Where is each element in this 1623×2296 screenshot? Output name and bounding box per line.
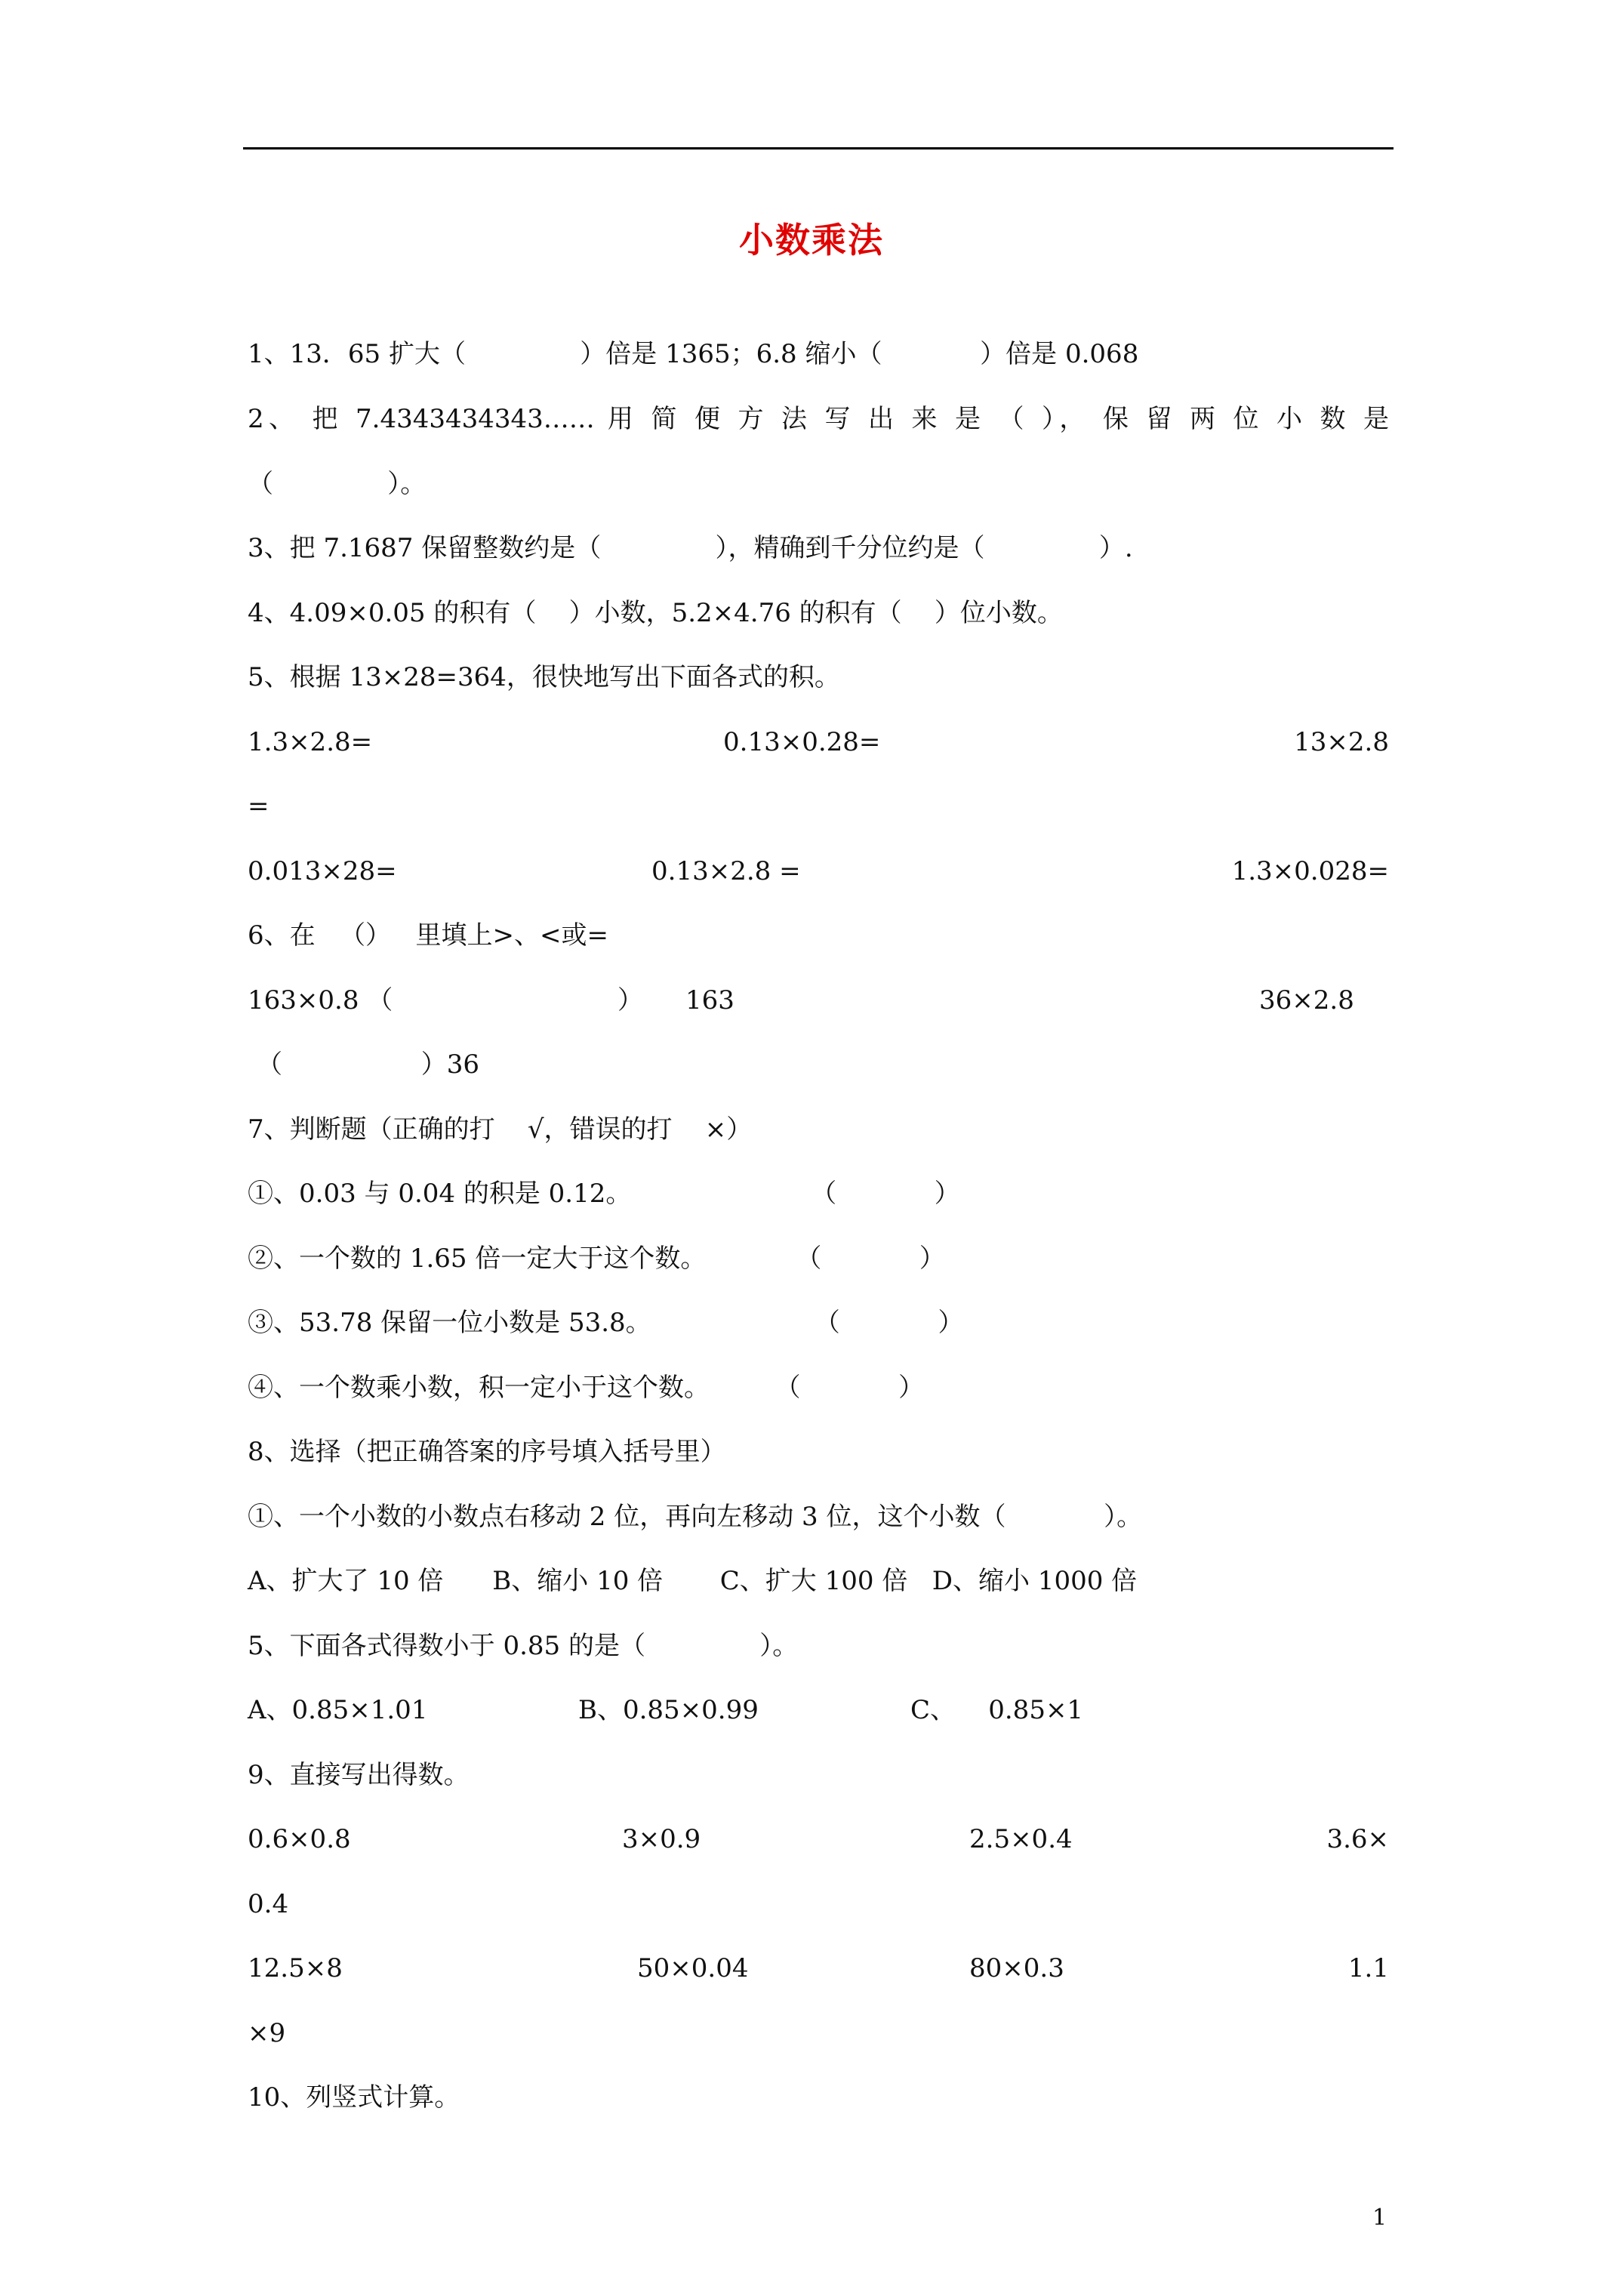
question-2-continued: （ ）。 [248, 469, 427, 499]
question-6-row-1 [248, 984, 1389, 1017]
question-9-row-1-continued: 0.4 [248, 1889, 289, 1919]
question-7-item-1: ①、0.03 与 0.04 的积是 0.12。 （ ） [248, 1179, 960, 1209]
question-2: 2、 把 7.4343434343…… 用 简 便 方 法 写 出 来 是 （ ）， 保 留 两 位 小 数 是 [248, 404, 1389, 434]
question-6-row-1-continued: （ ）36 [257, 1049, 479, 1080]
question-8-item-1-options: A、扩大了 10 倍 B、缩小 10 倍 C、扩大 100 倍 D、缩小 1000 倍 [248, 1566, 1138, 1596]
question-4: 4、4.09×0.05 的积有（ ）小数，5.2×4.76 的积有（ ）位小数。 [248, 598, 1063, 628]
expression: 163×0.8 （ [248, 985, 393, 1015]
expression: 163 [685, 985, 735, 1015]
question-1: 1、13．65 扩大（ ）倍是 1365；6.8 缩小（ ）倍是 0.068 [248, 339, 1139, 369]
expression: 2.5×0.4 [969, 1824, 1073, 1854]
expression: 80×0.3 [969, 1953, 1064, 1983]
question-7-item-4: ④、一个数乘小数，积一定小于这个数。 （ ） [248, 1373, 925, 1403]
question-8-item-2-options [248, 1693, 1389, 1727]
question-5-row-1-continued: = [248, 791, 269, 821]
expression: 0.013×28= [248, 856, 397, 886]
question-10: 10、列竖式计算。 [248, 2082, 460, 2113]
expression: 0.13×0.28= [723, 727, 881, 757]
question-6: 6、在 （） 里填上>、<或= [248, 920, 608, 951]
question-9-row-1 [248, 1823, 1389, 1856]
question-3: 3、把 7.1687 保留整数约是（ ），精确到千分位约是（ ）. [248, 533, 1133, 563]
question-9-row-2-continued: ×9 [248, 2018, 286, 2048]
expression: 3.6× [1326, 1824, 1389, 1854]
page-number: 1 [1372, 2205, 1387, 2231]
question-5: 5、根据 13×28=364，很快地写出下面各式的积。 [248, 662, 840, 692]
expression: 1.3×2.8= [248, 727, 373, 757]
expression: 0.13×2.8 = [651, 856, 801, 886]
question-5-row-2 [248, 855, 1389, 888]
question-7: 7、判断题（正确的打 √，错误的打 ×） [248, 1114, 753, 1145]
option-a: A、0.85×1.01 [248, 1695, 428, 1725]
bracket: ） [617, 985, 643, 1015]
question-8-item-1: ①、一个小数的小数点右移动 2 位，再向左移动 3 位，这个小数（ ）。 [248, 1502, 1143, 1532]
question-9-row-2 [248, 1952, 1389, 1985]
question-8: 8、选择（把正确答案的序号填入括号里） [248, 1437, 726, 1467]
expression: 36×2.8 [1259, 985, 1354, 1015]
expression: 0.6×0.8 [248, 1824, 351, 1854]
page-title: 小数乘法 [739, 220, 884, 260]
question-7-item-2: ②、一个数的 1.65 倍一定大于这个数。 （ ） [248, 1244, 945, 1274]
header-rule [243, 147, 1394, 149]
expression: 1.3×0.028= [1231, 856, 1389, 886]
question-9: 9、直接写出得数。 [248, 1760, 470, 1790]
expression: 1.1 [1347, 1953, 1389, 1983]
question-7-item-3: ③、53.78 保留一位小数是 53.8。 （ ） [248, 1308, 964, 1338]
option-b: B、0.85×0.99 [578, 1695, 759, 1725]
option-c: C、 0.85×1 [910, 1695, 1084, 1725]
expression: 50×0.04 [637, 1953, 749, 1983]
expression: 3×0.9 [622, 1824, 701, 1854]
expression: 13×2.8 [1294, 727, 1389, 757]
question-8-item-2: 5、下面各式得数小于 0.85 的是（ ）。 [248, 1631, 799, 1661]
expression: 12.5×8 [248, 1953, 343, 1983]
question-5-row-1 [248, 726, 1389, 759]
